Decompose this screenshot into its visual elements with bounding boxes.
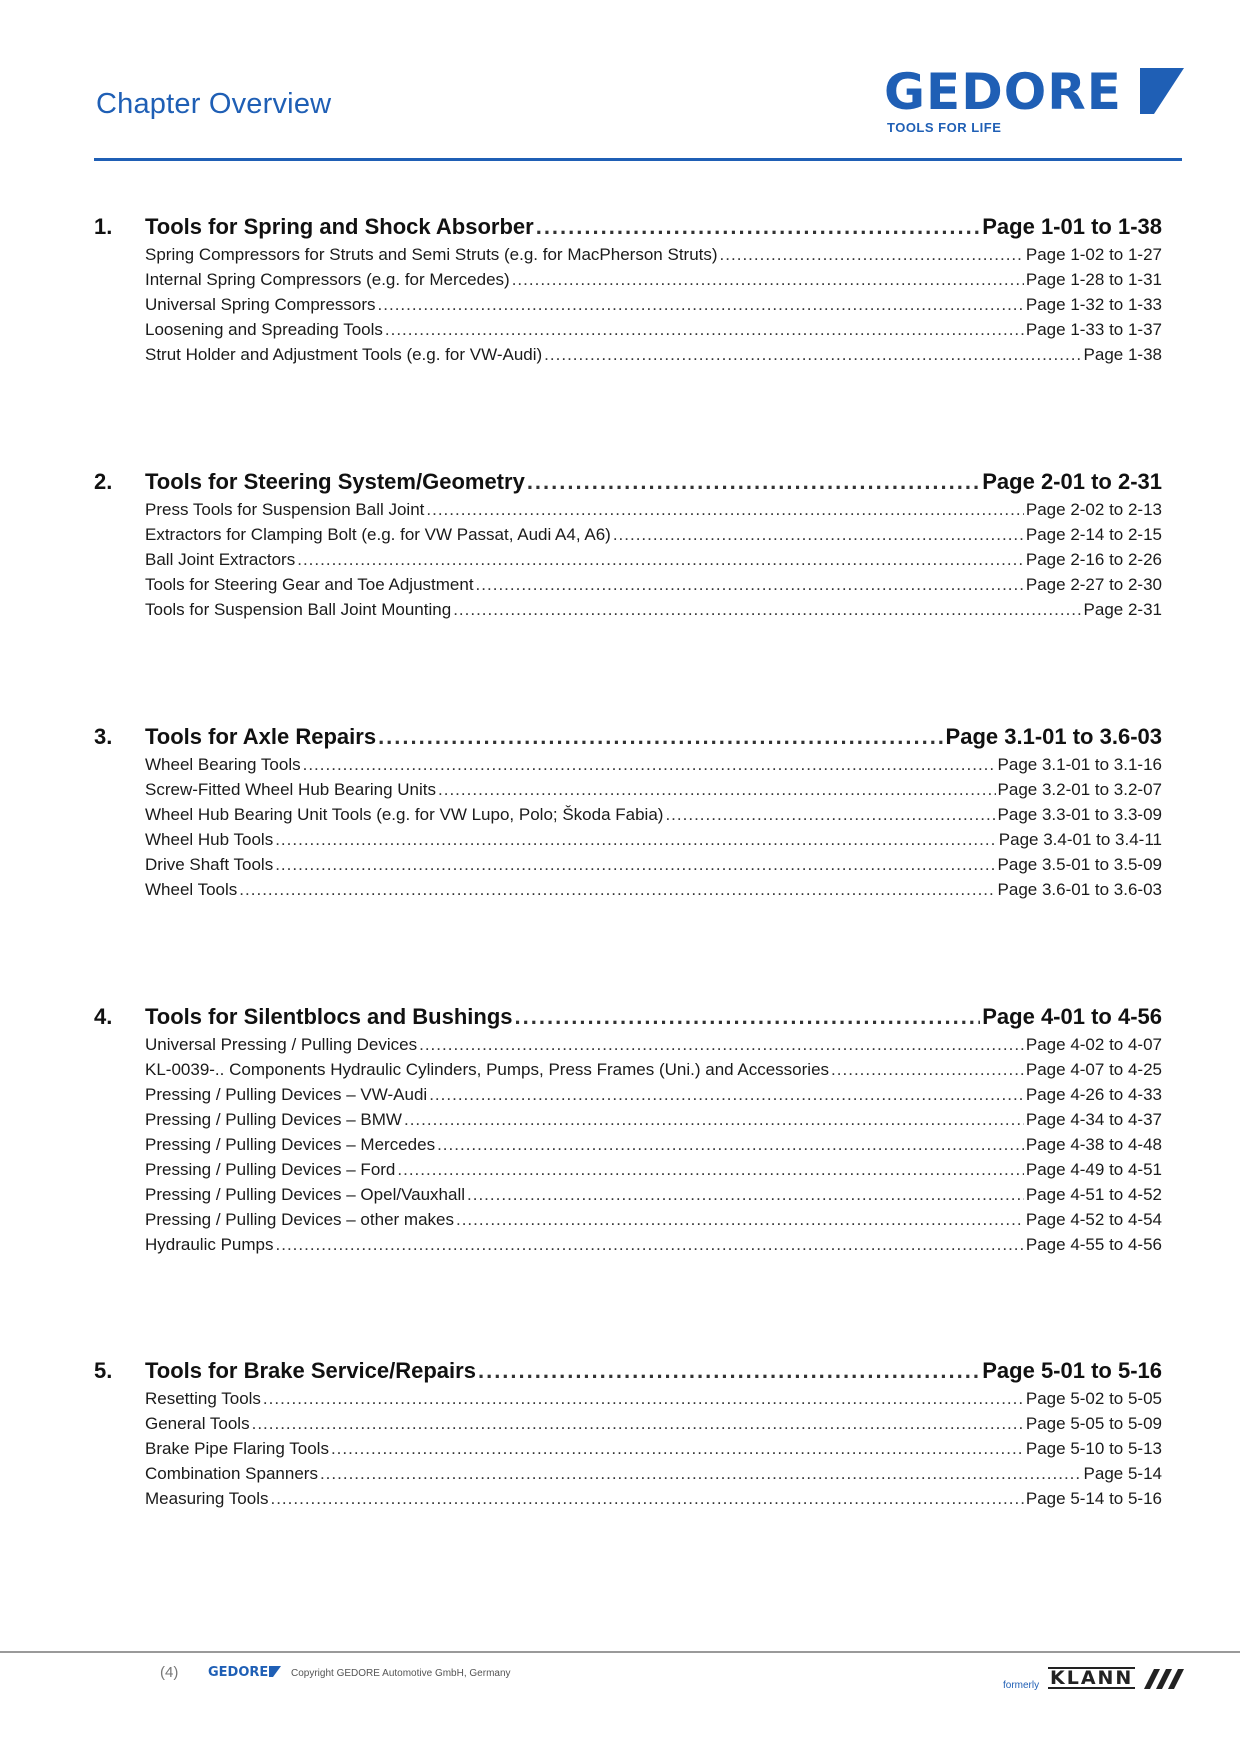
toc-entry-label: Wheel Tools bbox=[145, 880, 238, 899]
toc-entry-label: Internal Spring Compressors (e.g. for Mercedes) bbox=[145, 270, 510, 289]
toc-dot-leader bbox=[613, 522, 1024, 547]
klann-logo-wordmark: KLANN bbox=[1050, 1667, 1134, 1689]
toc-entry bbox=[94, 1411, 1162, 1436]
toc-dot-leader bbox=[419, 1032, 1024, 1057]
toc-dot-leader bbox=[385, 317, 1024, 342]
toc-entry bbox=[94, 572, 1162, 597]
toc-entry bbox=[94, 242, 1162, 267]
footer-gedore-wordmark: GEDORE bbox=[208, 1665, 269, 1680]
toc-entry-pages: Page 4-34 to 4-37 bbox=[1025, 1110, 1162, 1129]
toc-dot-leader bbox=[276, 1232, 1024, 1257]
toc-entry-label: Tools for Suspension Ball Joint Mounting bbox=[145, 600, 452, 619]
toc-dot-leader bbox=[303, 752, 996, 777]
toc-dot-leader bbox=[476, 572, 1024, 597]
toc-entry bbox=[94, 497, 1162, 522]
toc-dot-leader bbox=[378, 722, 943, 752]
gedore-tagline: TOOLS FOR LIFE bbox=[887, 120, 1002, 135]
toc-entry-label: Universal Spring Compressors bbox=[145, 295, 376, 314]
footer-formerly-label: formerly bbox=[1003, 1680, 1040, 1691]
gedore-logo bbox=[884, 64, 1184, 138]
toc-dot-leader bbox=[252, 1411, 1024, 1436]
toc-entry-pages: Page 2-27 to 2-30 bbox=[1025, 575, 1162, 594]
footer-divider bbox=[0, 1651, 1240, 1653]
toc-dot-leader bbox=[275, 827, 997, 852]
toc-dot-leader bbox=[831, 1057, 1024, 1082]
toc-section bbox=[94, 722, 1162, 902]
toc-dot-leader bbox=[331, 1436, 1024, 1461]
toc-section-title: Tools for Axle Repairs bbox=[145, 724, 377, 749]
toc-entry-pages: Page 5-14 bbox=[1083, 1464, 1162, 1483]
toc-entry-label: General Tools bbox=[145, 1414, 250, 1433]
toc-entry-label: Brake Pipe Flaring Tools bbox=[145, 1439, 329, 1458]
toc-entry bbox=[94, 1082, 1162, 1107]
toc-entry bbox=[94, 292, 1162, 317]
toc-dot-leader bbox=[512, 267, 1024, 292]
toc-entry bbox=[94, 547, 1162, 572]
toc-entry-pages: Page 4-51 to 4-52 bbox=[1025, 1185, 1162, 1204]
toc-entry-pages: Page 5-05 to 5-09 bbox=[1025, 1414, 1162, 1433]
toc-dot-leader bbox=[527, 467, 980, 497]
toc-entry-pages: Page 3.1-01 to 3.1-16 bbox=[997, 755, 1162, 774]
toc-dot-leader bbox=[438, 777, 996, 802]
toc-entry bbox=[94, 1107, 1162, 1132]
toc-section-title: Tools for Steering System/Geometry bbox=[145, 469, 525, 494]
toc-entry bbox=[94, 597, 1162, 622]
toc-section-heading bbox=[94, 1002, 1162, 1032]
toc-dot-leader bbox=[544, 342, 1081, 367]
toc-entry bbox=[94, 522, 1162, 547]
toc-entry-pages: Page 4-38 to 4-48 bbox=[1025, 1135, 1162, 1154]
toc-section-title: Tools for Brake Service/Repairs bbox=[145, 1358, 476, 1383]
toc-dot-leader bbox=[478, 1356, 980, 1386]
toc-section-number: 5. bbox=[94, 1358, 113, 1383]
toc-entry bbox=[94, 827, 1162, 852]
toc-entry bbox=[94, 777, 1162, 802]
footer-gedore-logo bbox=[208, 1665, 281, 1680]
toc-section-title: Tools for Spring and Shock Absorber bbox=[145, 214, 534, 239]
toc-entry bbox=[94, 1461, 1162, 1486]
toc-section-pages: Page 1-01 to 1-38 bbox=[982, 214, 1162, 239]
toc-entry-pages: Page 5-10 to 5-13 bbox=[1025, 1439, 1162, 1458]
toc-entry-label: Wheel Hub Tools bbox=[145, 830, 274, 849]
toc-section-title: Tools for Silentblocs and Bushings bbox=[145, 1004, 513, 1029]
toc-entry-label: Drive Shaft Tools bbox=[145, 855, 274, 874]
toc-entry-label: Pressing / Pulling Devices – VW-Audi bbox=[145, 1085, 428, 1104]
toc-entry-pages: Page 1-32 to 1-33 bbox=[1025, 295, 1162, 314]
toc-entry-pages: Page 2-02 to 2-13 bbox=[1025, 500, 1162, 519]
toc-entry-pages: Page 4-02 to 4-07 bbox=[1025, 1035, 1162, 1054]
toc-dot-leader bbox=[297, 547, 1024, 572]
toc-entry-pages: Page 1-02 to 1-27 bbox=[1025, 245, 1162, 264]
toc-section-heading bbox=[94, 722, 1162, 752]
toc-entry-label: Loosening and Spreading Tools bbox=[145, 320, 383, 339]
toc-entry-label: Pressing / Pulling Devices – Opel/Vauxhall bbox=[145, 1185, 466, 1204]
toc-dot-leader bbox=[378, 292, 1024, 317]
toc-entry-label: Screw-Fitted Wheel Hub Bearing Units bbox=[145, 780, 437, 799]
toc-section-pages: Page 3.1-01 to 3.6-03 bbox=[945, 724, 1162, 749]
toc-entry-pages: Page 5-02 to 5-05 bbox=[1025, 1389, 1162, 1408]
toc-dot-leader bbox=[429, 1082, 1024, 1107]
toc-section bbox=[94, 1356, 1162, 1511]
toc-dot-leader bbox=[720, 242, 1024, 267]
toc-section-pages: Page 2-01 to 2-31 bbox=[982, 469, 1162, 494]
toc-entry bbox=[94, 317, 1162, 342]
toc-entry-pages: Page 4-07 to 4-25 bbox=[1025, 1060, 1162, 1079]
toc-dot-leader bbox=[665, 802, 995, 827]
toc-entry bbox=[94, 1386, 1162, 1411]
toc-dot-leader bbox=[515, 1002, 981, 1032]
page-title: Chapter Overview bbox=[96, 88, 332, 120]
toc-entry-label: Resetting Tools bbox=[145, 1389, 261, 1408]
toc-entry bbox=[94, 1232, 1162, 1257]
gedore-flag-icon bbox=[1140, 68, 1184, 114]
toc-entry bbox=[94, 267, 1162, 292]
toc-section-pages: Page 4-01 to 4-56 bbox=[982, 1004, 1162, 1029]
toc-entry bbox=[94, 852, 1162, 877]
toc-entry-label: Pressing / Pulling Devices – Mercedes bbox=[145, 1135, 436, 1154]
toc-dot-leader bbox=[456, 1207, 1024, 1232]
toc-dot-leader bbox=[453, 597, 1081, 622]
toc-entry bbox=[94, 752, 1162, 777]
toc-section-heading bbox=[94, 1356, 1162, 1386]
toc-section-number: 2. bbox=[94, 469, 113, 494]
toc-entry bbox=[94, 342, 1162, 367]
toc-dot-leader bbox=[275, 852, 995, 877]
toc-entry-label: Strut Holder and Adjustment Tools (e.g. for VW-Audi) bbox=[145, 345, 543, 364]
toc-section bbox=[94, 212, 1162, 367]
toc-entry bbox=[94, 1057, 1162, 1082]
toc-entry-pages: Page 3.2-01 to 3.2-07 bbox=[997, 780, 1162, 799]
toc-entry bbox=[94, 1486, 1162, 1511]
toc-entry-pages: Page 5-14 to 5-16 bbox=[1025, 1489, 1162, 1508]
toc-section-number: 3. bbox=[94, 724, 113, 749]
toc-dot-leader bbox=[320, 1461, 1082, 1486]
toc-entry-label: Pressing / Pulling Devices – Ford bbox=[145, 1160, 396, 1179]
toc-section bbox=[94, 1002, 1162, 1257]
toc-section-number: 1. bbox=[94, 214, 113, 239]
toc-entry-pages: Page 4-52 to 4-54 bbox=[1025, 1210, 1162, 1229]
toc-entry bbox=[94, 1032, 1162, 1057]
toc-section-heading bbox=[94, 212, 1162, 242]
toc-entry bbox=[94, 1132, 1162, 1157]
toc-entry-label: Hydraulic Pumps bbox=[145, 1235, 274, 1254]
toc-entry-pages: Page 2-14 to 2-15 bbox=[1025, 525, 1162, 544]
toc-entry-label: Measuring Tools bbox=[145, 1489, 269, 1508]
toc-entry-label: Spring Compressors for Struts and Semi Struts (e.g. for MacPherson Struts) bbox=[145, 245, 718, 264]
gedore-logo-wordmark: GEDORE bbox=[884, 63, 1122, 121]
toc-dot-leader bbox=[239, 877, 995, 902]
toc-entry-pages: Page 4-55 to 4-56 bbox=[1025, 1235, 1162, 1254]
toc-entry-pages: Page 3.5-01 to 3.5-09 bbox=[997, 855, 1162, 874]
footer-gedore-flag-icon bbox=[269, 1666, 281, 1677]
toc-dot-leader bbox=[397, 1157, 1024, 1182]
toc-dot-leader bbox=[404, 1107, 1024, 1132]
toc-dot-leader bbox=[426, 497, 1024, 522]
toc-dot-leader bbox=[536, 212, 981, 242]
toc-entry-pages: Page 3.6-01 to 3.6-03 bbox=[997, 880, 1162, 899]
header-divider bbox=[94, 158, 1182, 161]
toc-dot-leader bbox=[437, 1132, 1024, 1157]
toc-section bbox=[94, 467, 1162, 622]
toc-entry bbox=[94, 1157, 1162, 1182]
toc-entry bbox=[94, 877, 1162, 902]
toc-entry-label: KL-0039-.. Components Hydraulic Cylinders, Pumps, Press Frames (Uni.) and Accessories bbox=[145, 1060, 830, 1079]
toc-entry-label: Wheel Bearing Tools bbox=[145, 755, 301, 774]
toc-entry-pages: Page 2-31 bbox=[1083, 600, 1162, 619]
toc-entry-label: Pressing / Pulling Devices – other makes bbox=[145, 1210, 454, 1229]
klann-slashes-icon bbox=[1144, 1667, 1186, 1691]
toc-entry-label: Ball Joint Extractors bbox=[145, 550, 296, 569]
toc-entry-pages: Page 2-16 to 2-26 bbox=[1025, 550, 1162, 569]
toc-section-heading bbox=[94, 467, 1162, 497]
toc-entry-label: Pressing / Pulling Devices – BMW bbox=[145, 1110, 402, 1129]
toc-entry-label: Tools for Steering Gear and Toe Adjustment bbox=[145, 575, 474, 594]
toc-dot-leader bbox=[263, 1386, 1024, 1411]
toc-entry-label: Wheel Hub Bearing Unit Tools (e.g. for VW Lupo, Polo; Škoda Fabia) bbox=[145, 805, 664, 824]
toc-entry-pages: Page 4-26 to 4-33 bbox=[1025, 1085, 1162, 1104]
toc-section-number: 4. bbox=[94, 1004, 113, 1029]
footer-page-number: (4) bbox=[160, 1664, 179, 1681]
toc-entry-pages: Page 3.3-01 to 3.3-09 bbox=[997, 805, 1162, 824]
toc-entry-pages: Page 1-38 bbox=[1083, 345, 1162, 364]
footer-copyright: Copyright GEDORE Automotive GmbH, Germany bbox=[291, 1668, 511, 1679]
toc-entry-label: Press Tools for Suspension Ball Joint bbox=[145, 500, 425, 519]
toc-entry-label: Extractors for Clamping Bolt (e.g. for VW Passat, Audi A4, A6) bbox=[145, 525, 611, 544]
toc-entry bbox=[94, 1182, 1162, 1207]
toc-entry bbox=[94, 802, 1162, 827]
toc-entry-pages: Page 4-49 to 4-51 bbox=[1025, 1160, 1162, 1179]
toc-dot-leader bbox=[270, 1486, 1023, 1511]
toc-entry-pages: Page 3.4-01 to 3.4-11 bbox=[998, 830, 1162, 849]
toc-entry-pages: Page 1-28 to 1-31 bbox=[1025, 270, 1162, 289]
toc-entry-pages: Page 1-33 to 1-37 bbox=[1025, 320, 1162, 339]
toc-entry bbox=[94, 1207, 1162, 1232]
toc-dot-leader bbox=[467, 1182, 1024, 1207]
toc-entry-label: Combination Spanners bbox=[145, 1464, 318, 1483]
toc-entry-label: Universal Pressing / Pulling Devices bbox=[145, 1035, 418, 1054]
toc-entry bbox=[94, 1436, 1162, 1461]
toc-section-pages: Page 5-01 to 5-16 bbox=[982, 1358, 1162, 1383]
